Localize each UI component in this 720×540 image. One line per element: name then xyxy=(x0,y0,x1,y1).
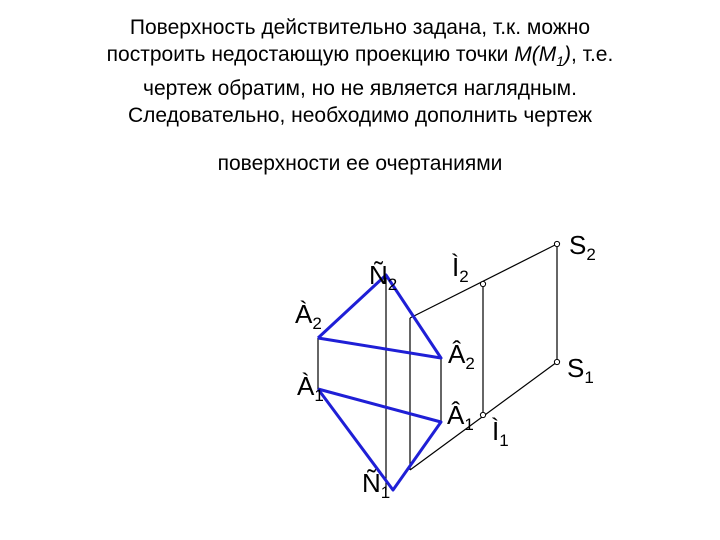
point-s1 xyxy=(554,359,559,364)
label-b2: $Â_2$ xyxy=(448,339,475,373)
title-line-4: Следовательно, необходимо дополнить чертеж xyxy=(127,104,593,128)
title-line-2-prefix: построить недостающую проекцию точки xyxy=(106,43,515,66)
label-c1: $Ñ_1$ xyxy=(362,468,391,502)
projection-points xyxy=(480,241,559,417)
title-line-3: чертеж обратим, но не является наглядным. xyxy=(143,77,577,101)
slide-subtitle: поверхности ее очертаниями xyxy=(217,152,503,175)
point-m-notation: $M(M_1)$ xyxy=(514,43,571,70)
construction-lines xyxy=(318,244,557,490)
title-line-2-suffix: , т.е. xyxy=(571,43,614,66)
point-m1 xyxy=(480,412,485,417)
label-c2: $Ñ_2$ xyxy=(369,260,398,294)
label-m2: $Ì_2$ xyxy=(452,252,469,286)
point-m2 xyxy=(480,281,485,286)
label-a2: $À_2$ xyxy=(295,299,322,333)
title-line-1: Поверхность действительно задана, т.к. можно xyxy=(129,16,591,39)
surface-contours xyxy=(318,275,441,490)
label-s2: $S_2$ xyxy=(569,230,596,264)
point-s2 xyxy=(554,241,559,246)
label-b1: $Â_1$ xyxy=(447,400,474,434)
label-m1: $Ì_1$ xyxy=(492,416,509,450)
label-s1: $S_1$ xyxy=(567,353,594,387)
label-a1: $À_1$ xyxy=(297,371,324,405)
